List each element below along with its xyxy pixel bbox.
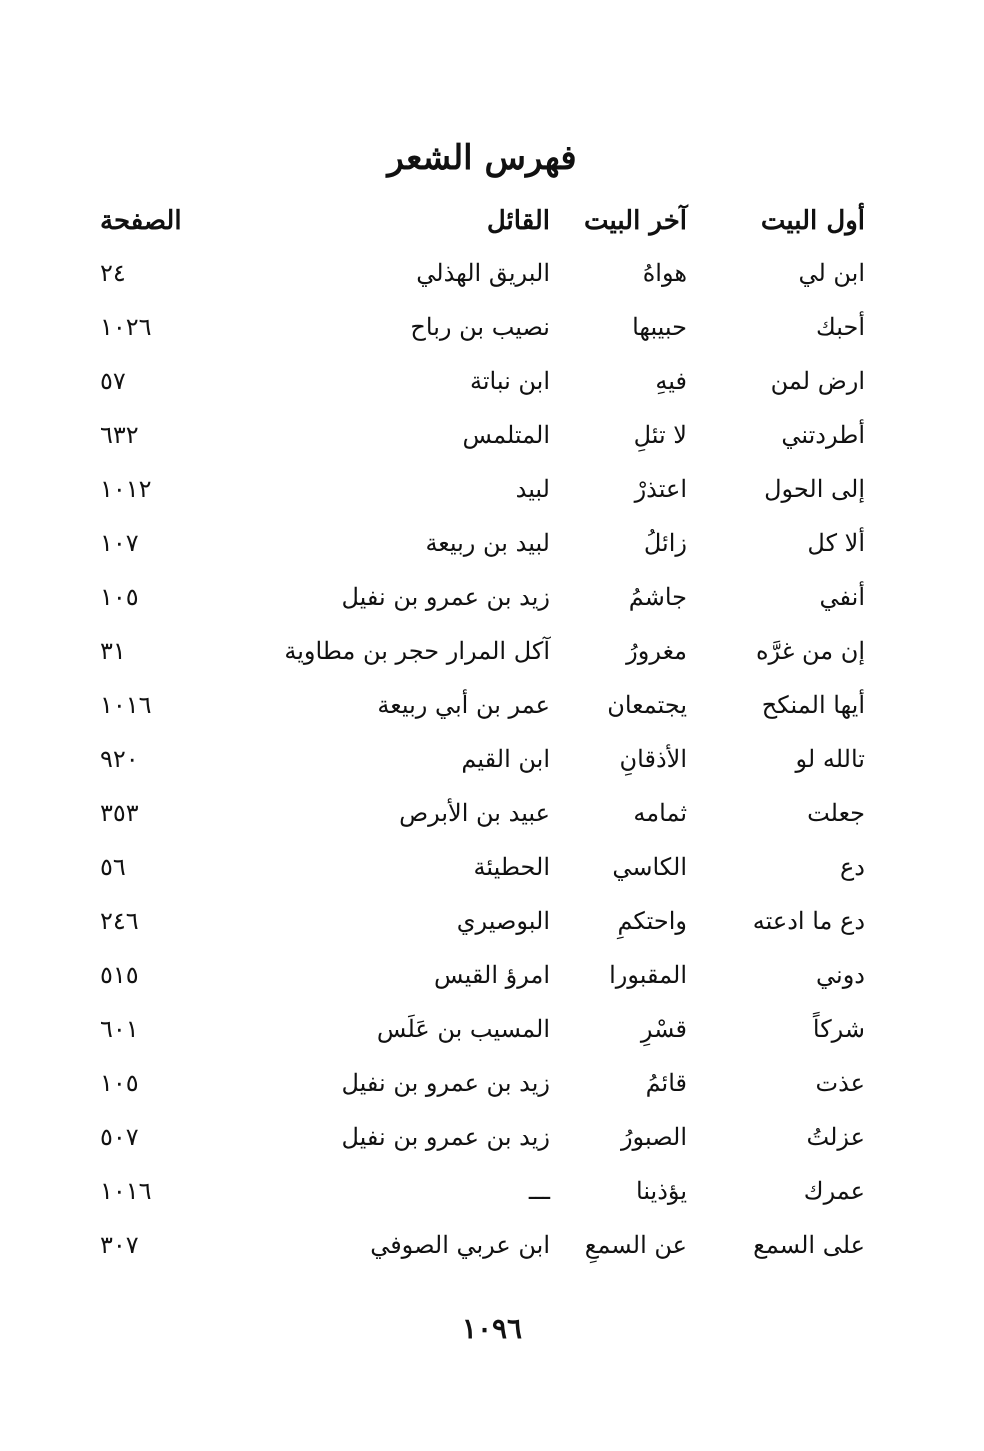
poet-cell: عمر بن أبي ربيعة xyxy=(377,691,550,719)
poet-cell: لبيد xyxy=(515,475,550,503)
table-row xyxy=(100,572,865,626)
last-word-cell: الأذقانِ xyxy=(619,745,687,773)
poet-cell: المتلمس xyxy=(462,421,550,449)
poet-cell: آكل المرار حجر بن مطاوية xyxy=(284,637,550,665)
poet-cell: زيد بن عمرو بن نفيل xyxy=(341,1069,550,1097)
first-verse-cell: عمرك xyxy=(803,1177,865,1205)
first-verse-cell: أطردتني xyxy=(781,421,865,449)
first-verse-cell: عذت xyxy=(815,1069,865,1097)
first-verse-cell: ابن لي xyxy=(798,259,865,287)
last-word-cell: اعتذرْ xyxy=(634,475,687,503)
page-cell: ١٠٥ xyxy=(100,1069,139,1097)
first-verse-cell: دع ما ادعته xyxy=(752,907,865,935)
last-word-cell: يؤذينا xyxy=(636,1177,687,1205)
poet-cell: عبيد بن الأبرص xyxy=(399,799,550,827)
first-verse-cell: ارض لمن xyxy=(770,367,865,395)
page-cell: ٥٦ xyxy=(100,853,126,881)
poet-cell: زيد بن عمرو بن نفيل xyxy=(341,1123,550,1151)
last-word-cell: هواهُ xyxy=(642,259,687,287)
poet-cell: البوصيري xyxy=(456,907,550,935)
last-word-cell: عن السمعِ xyxy=(584,1231,687,1259)
poet-cell: المسيب بن عَلَس xyxy=(376,1015,550,1043)
page-number: ١٠٩٦ xyxy=(461,1312,523,1345)
table-row xyxy=(100,950,865,1004)
table-row xyxy=(100,788,865,842)
table-row xyxy=(100,518,865,572)
table-row xyxy=(100,356,865,410)
poetry-index-table xyxy=(100,196,865,1274)
last-word-cell: الصبورُ xyxy=(620,1123,687,1151)
first-verse-cell: إن من غرَّه xyxy=(755,637,865,665)
table-body xyxy=(100,248,865,1274)
table-header xyxy=(100,196,865,248)
page-cell: ٦٣٢ xyxy=(100,421,139,449)
header-poet: القائل xyxy=(486,206,550,236)
page-cell: ١٠٧ xyxy=(100,529,139,557)
page-cell: ٩٢٠ xyxy=(100,745,139,773)
last-word-cell: المقبورا xyxy=(609,961,687,989)
last-word-cell: زائلُ xyxy=(643,529,687,557)
table-row xyxy=(100,680,865,734)
page-cell: ٣١ xyxy=(100,637,126,665)
last-word-cell: فيهِ xyxy=(655,367,687,395)
first-verse-cell: شركاً xyxy=(812,1015,865,1043)
table-row xyxy=(100,248,865,302)
table-row xyxy=(100,1166,865,1220)
last-word-cell: ثمامه xyxy=(633,799,687,827)
table-row xyxy=(100,1220,865,1274)
header-last-word: آخر البيت xyxy=(583,206,687,236)
first-verse-cell: جعلت xyxy=(807,799,865,827)
table-row xyxy=(100,410,865,464)
last-word-cell: واحتكمِ xyxy=(617,907,687,935)
last-word-cell: قائمُ xyxy=(645,1069,687,1097)
last-word-cell: الكاسي xyxy=(612,853,687,881)
header-page: الصفحة xyxy=(100,206,182,236)
page-cell: ١٠٢٦ xyxy=(100,313,152,341)
poet-cell: ـــ xyxy=(528,1177,550,1205)
page-cell: ٣٠٧ xyxy=(100,1231,139,1259)
page-cell: ١٠١٢ xyxy=(100,475,152,503)
poet-cell: الحطيئة xyxy=(473,853,550,881)
first-verse-cell: ألا كل xyxy=(807,529,865,557)
poet-cell: ابن نباتة xyxy=(469,367,550,395)
first-verse-cell: أنفي xyxy=(819,583,865,611)
page-cell: ٥١٥ xyxy=(100,961,139,989)
first-verse-cell: إلى الحول xyxy=(764,475,865,503)
page-cell: ١٠١٦ xyxy=(100,1177,152,1205)
table-row xyxy=(100,1112,865,1166)
page-cell: ٦٠١ xyxy=(100,1015,139,1043)
last-word-cell: مغرورُ xyxy=(626,637,687,665)
table-row xyxy=(100,626,865,680)
last-word-cell: لا تئلِ xyxy=(633,421,687,449)
header-first-verse: أول البيت xyxy=(760,206,865,236)
page-cell: ٢٤ xyxy=(100,259,126,287)
first-verse-cell: دع xyxy=(839,853,865,881)
page-cell: ٣٥٣ xyxy=(100,799,139,827)
table-row xyxy=(100,896,865,950)
poet-cell: البريق الهذلي xyxy=(416,259,550,287)
last-word-cell: يجتمعان xyxy=(607,691,687,719)
poet-cell: ابن القيم xyxy=(461,745,550,773)
table-row xyxy=(100,302,865,356)
page-title: فهرس الشعر xyxy=(387,138,577,178)
page-cell: ٥٧ xyxy=(100,367,126,395)
table-row xyxy=(100,842,865,896)
poet-cell: زيد بن عمرو بن نفيل xyxy=(341,583,550,611)
poet-cell: امرؤ القيس xyxy=(434,961,550,989)
first-verse-cell: على السمع xyxy=(753,1231,865,1259)
first-verse-cell: دوني xyxy=(816,961,865,989)
page-cell: ٢٤٦ xyxy=(100,907,139,935)
last-word-cell: حبيبها xyxy=(632,313,687,341)
first-verse-cell: تالله لو xyxy=(795,745,865,773)
page-cell: ١٠٥ xyxy=(100,583,139,611)
poet-cell: لبيد بن ربيعة xyxy=(425,529,550,557)
poet-cell: ابن عربي الصوفي xyxy=(370,1231,550,1259)
poet-cell: نصيب بن رباح xyxy=(410,313,550,341)
table-row xyxy=(100,464,865,518)
table-row xyxy=(100,1058,865,1112)
first-verse-cell: عزلتُ xyxy=(806,1123,865,1151)
table-row xyxy=(100,1004,865,1058)
first-verse-cell: أيها المنكح xyxy=(761,691,865,719)
last-word-cell: جاشمُ xyxy=(628,583,687,611)
last-word-cell: قسْرِ xyxy=(640,1015,687,1043)
page-cell: ٥٠٧ xyxy=(100,1123,139,1151)
first-verse-cell: أحبك xyxy=(816,313,865,341)
table-row xyxy=(100,734,865,788)
page-cell: ١٠١٦ xyxy=(100,691,152,719)
